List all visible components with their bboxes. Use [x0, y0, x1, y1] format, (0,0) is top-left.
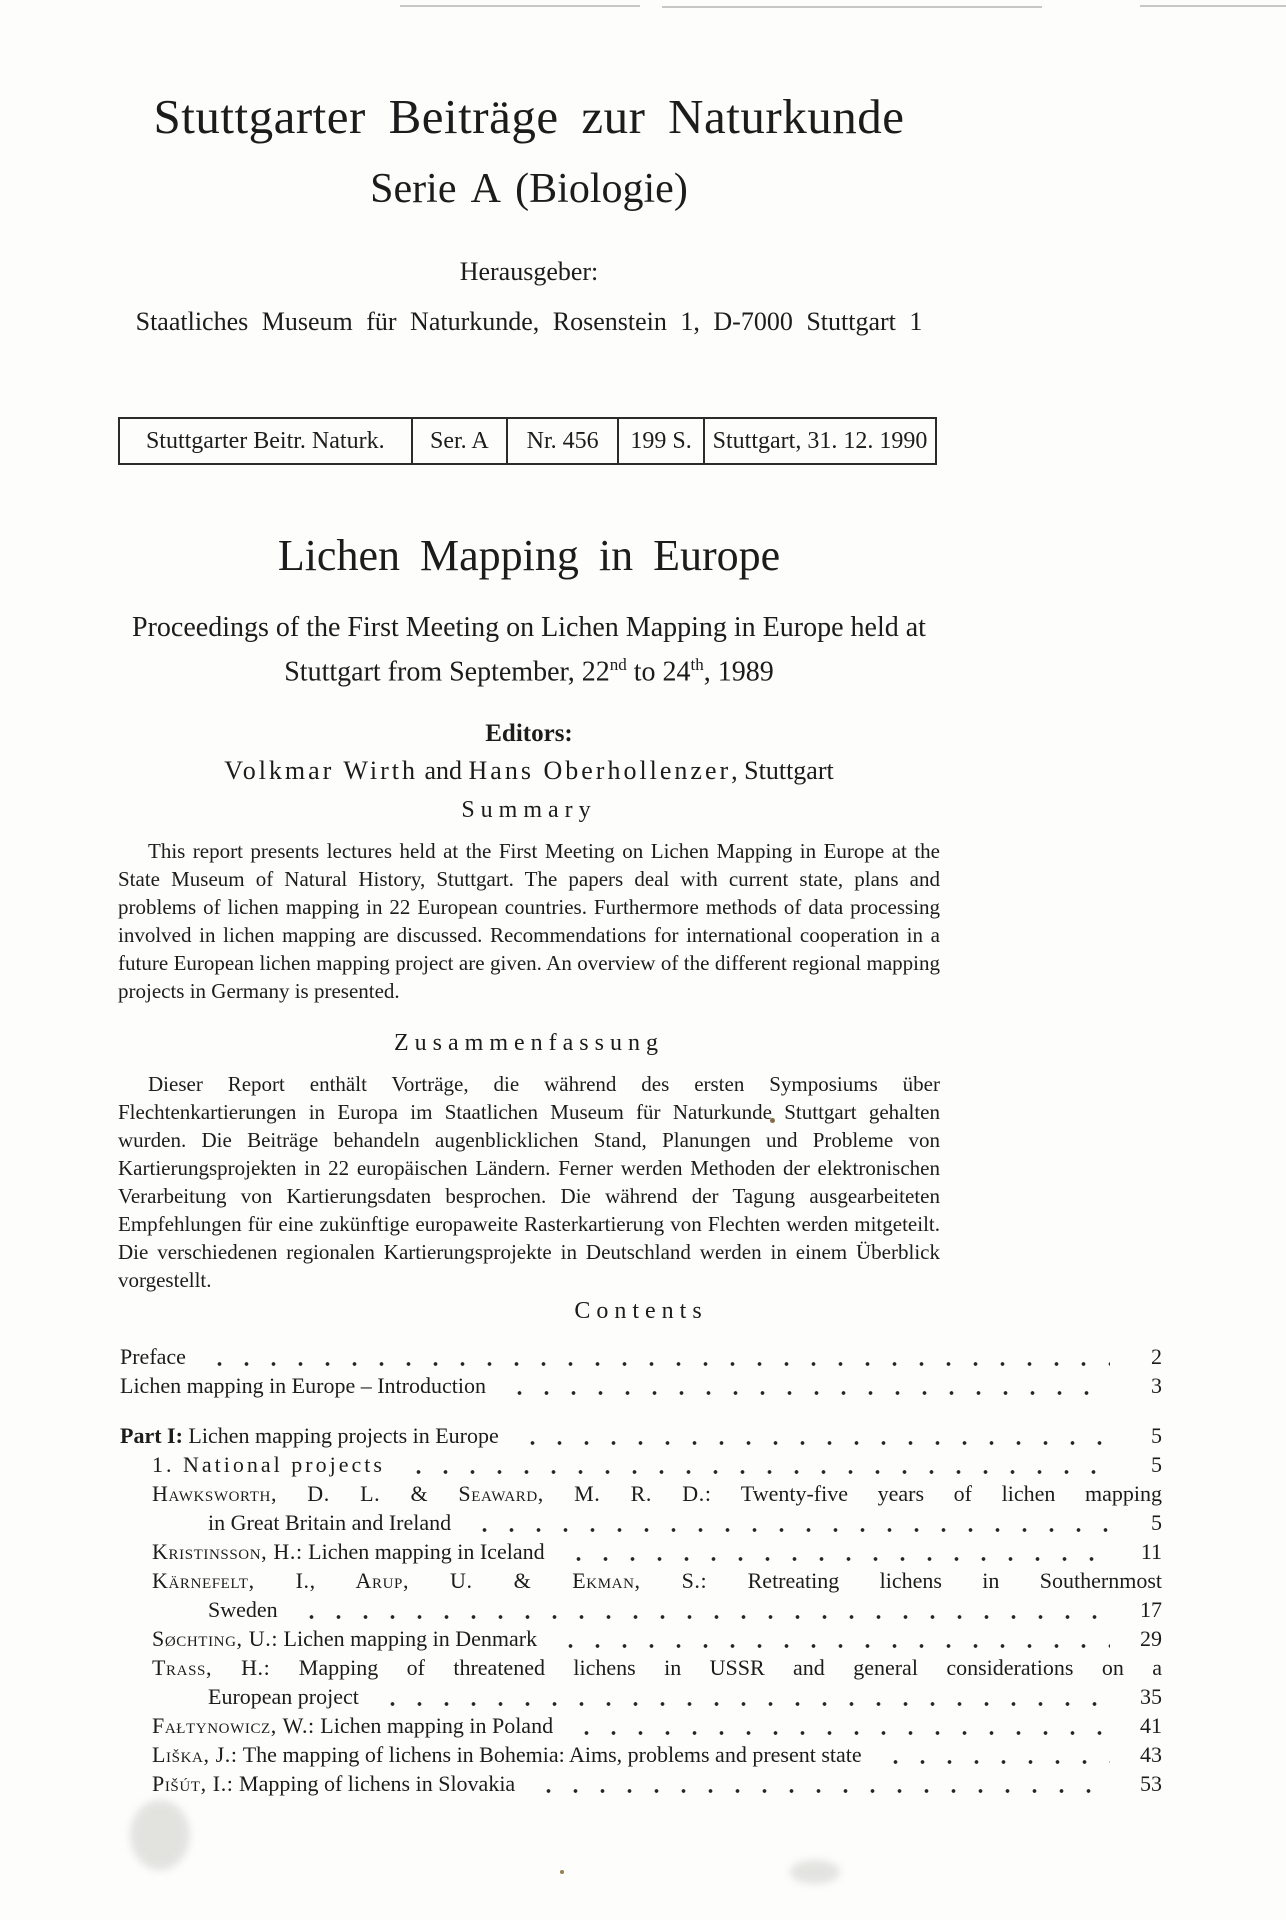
toc-label-continuation: Sweden	[208, 1597, 278, 1622]
toc-page-number: 41	[1140, 1713, 1162, 1738]
author-name: Søchting, U.:	[152, 1626, 279, 1651]
toc-page-number: 17	[1140, 1597, 1162, 1622]
toc-entry	[152, 1624, 1162, 1653]
citation-series: Ser. A	[411, 419, 507, 463]
toc-label: Preface	[120, 1344, 186, 1369]
toc-label: 1. National projects	[152, 1452, 385, 1477]
citation-place-date: Stuttgart, 31. 12. 1990	[703, 419, 935, 463]
zusammenfassung-text: Dieser Report enthält Vorträge, die während des ersten Symposiums über Flechtenkartierungen in Europa im Staatlichen Museum für Naturkunde Stuttgart gehalten wurden. Die Beiträge behandeln augenblicklichen Stand, Planungen und Probleme von Kartierungsprojekten in 22 europäischen Ländern. Ferner werden Methoden der elektronischen Verarbeitung von Kartierungsdaten besprochen. Die während der Tagung ausgearbeiteten Empfehlungen für eine zukünftige europaweite Rasterkartierung von Flechten werden mitgeteilt. Die verschiedenen regionalen Kartierungsprojekte in Deutschland werden in einem Überblick vorgestellt.	[118, 1072, 940, 1292]
contents-heading: Contents	[574, 1298, 708, 1324]
toc-page-number: 35	[1140, 1684, 1162, 1709]
editors-line: Volkmar Wirth and Hans Oberhollenzer, Stuttgart	[224, 756, 834, 786]
summary-heading: Summary	[461, 797, 597, 823]
toc-label: Trass, H.: Mapping of threatened lichens in USSR and general considerations on a	[152, 1655, 1162, 1680]
citation-number: Nr. 456	[506, 419, 617, 463]
toc-entry	[152, 1711, 1162, 1740]
dot-leader	[533, 1787, 1110, 1793]
volume-title: Lichen Mapping in Europe	[277, 531, 781, 580]
toc-entry	[152, 1740, 1162, 1769]
toc-entry	[120, 1342, 1162, 1371]
toc-label: Pišút, I.: Mapping of lichens in Slovakia	[152, 1771, 516, 1796]
scan-edge-line	[400, 5, 640, 7]
author-name: Kristinsson, H.:	[152, 1539, 303, 1564]
toc-page-number: 5	[1151, 1510, 1162, 1535]
pencil-smudge	[790, 1860, 840, 1884]
table-of-contents	[120, 1342, 1162, 1798]
toc-page-number: 29	[1140, 1626, 1162, 1651]
editor-name: Volkmar Wirth	[224, 756, 418, 786]
ordinal-superscript: th	[690, 655, 704, 674]
citation-pages: 199 S.	[617, 419, 703, 463]
subtitle-line2: Stuttgart from September, 22nd to 24th, 1989	[284, 655, 774, 688]
series-title: Serie A (Biologie)	[370, 166, 688, 212]
author-name: Liška, J.:	[152, 1742, 238, 1767]
dot-leader	[563, 1555, 1110, 1561]
toc-entry	[120, 1479, 1162, 1537]
author-name: Fałtynowicz, W.:	[152, 1713, 315, 1738]
dot-leader	[403, 1468, 1110, 1474]
dot-leader	[571, 1729, 1110, 1735]
dot-leader	[469, 1526, 1110, 1532]
author-name: Kärnefelt, I., Arup, U. & Ekman, S.:	[152, 1568, 708, 1593]
toc-entry	[152, 1450, 1162, 1479]
toc-label: Hawksworth, D. L. & Seaward, M. R. D.: Twenty-five years of lichen mapping	[152, 1481, 1163, 1506]
toc-label: Fałtynowicz, W.: Lichen mapping in Poland	[152, 1713, 554, 1738]
editor-name: Hans Oberhollenzer	[468, 756, 732, 786]
zusammenfassung-section	[118, 1030, 940, 1294]
toc-page-number: 5	[1151, 1423, 1162, 1448]
dot-leader	[504, 1389, 1110, 1395]
publisher-line: Staatliches Museum für Naturkunde, Rosenstein 1, D-7000 Stuttgart 1	[135, 307, 923, 336]
volume-subtitle	[118, 609, 940, 690]
toc-entry	[152, 1537, 1162, 1566]
toc-entry	[120, 1653, 1162, 1711]
publisher-label: Herausgeber:	[459, 257, 599, 286]
editors-label: Editors:	[485, 720, 573, 748]
scan-edge-line	[1140, 5, 1286, 7]
author-name: Pišút, I.:	[152, 1771, 234, 1796]
pencil-smudge	[130, 1800, 190, 1870]
dot-leader	[204, 1360, 1110, 1366]
toc-label: Part I: Lichen mapping projects in Europe	[120, 1423, 499, 1448]
toc-label: Lichen mapping in Europe – Introduction	[120, 1373, 486, 1398]
toc-entry	[120, 1566, 1162, 1624]
toc-spacer	[120, 1400, 1162, 1421]
toc-entry	[120, 1421, 1162, 1450]
dot-leader	[296, 1613, 1110, 1619]
toc-page-number: 5	[1151, 1452, 1162, 1477]
dot-leader	[377, 1700, 1110, 1706]
masthead	[118, 88, 940, 337]
zusammenfassung-heading: Zusammenfassung	[394, 1030, 664, 1056]
dot-leader	[517, 1439, 1110, 1445]
volume-title-block	[118, 530, 940, 786]
citation-table	[118, 417, 937, 465]
toc-page-number: 43	[1140, 1742, 1162, 1767]
toc-page-number: 3	[1151, 1373, 1162, 1398]
dot-leader	[880, 1758, 1110, 1764]
citation-abbrev: Stuttgarter Beitr. Naturk.	[145, 427, 385, 454]
dot-leader	[555, 1642, 1110, 1648]
toc-entry	[152, 1769, 1162, 1798]
journal-title: Stuttgarter Beiträge zur Naturkunde	[153, 89, 905, 144]
ordinal-superscript: nd	[609, 655, 627, 674]
toc-page-number: 53	[1140, 1771, 1162, 1796]
toc-page-number: 11	[1140, 1539, 1162, 1564]
toc-entry	[120, 1371, 1162, 1400]
scan-edge-line	[662, 6, 1042, 8]
summary-section	[118, 797, 940, 1005]
contents-section	[120, 1298, 1162, 1798]
toc-page-number: 2	[1151, 1344, 1162, 1369]
toc-label: Kristinsson, H.: Lichen mapping in Iceland	[152, 1539, 545, 1564]
author-name: Trass, H.:	[152, 1655, 271, 1680]
toc-label-continuation: European project	[208, 1684, 359, 1709]
summary-text: This report presents lectures held at the First Meeting on Lichen Mapping in Europe at the State Museum of Natural History, Stuttgart. The papers deal with current state, plans and problems of lichen mapping in 22 European countries. Furthermore methods of data processing involved in lichen mapping are discussed. Recommendations for international cooperation in a future European lichen mapping project are given. An overview of the different regional mapping projects in Germany is presented.	[118, 839, 940, 1003]
author-name: Hawksworth, D. L. & Seaward, M. R. D.:	[152, 1481, 712, 1506]
toc-label: Søchting, U.: Lichen mapping in Denmark	[152, 1626, 538, 1651]
toc-label: Kärnefelt, I., Arup, U. & Ekman, S.: Retreating lichens in Southernmost	[152, 1568, 1162, 1593]
subtitle-line1: Proceedings of the First Meeting on Lichen Mapping in Europe held at	[132, 612, 926, 643]
scan-speck	[560, 1870, 564, 1874]
toc-label-continuation: in Great Britain and Ireland	[208, 1510, 452, 1535]
toc-label: Liška, J.: The mapping of lichens in Bohemia: Aims, problems and present state	[152, 1742, 862, 1767]
part-label: Part I:	[120, 1423, 183, 1448]
